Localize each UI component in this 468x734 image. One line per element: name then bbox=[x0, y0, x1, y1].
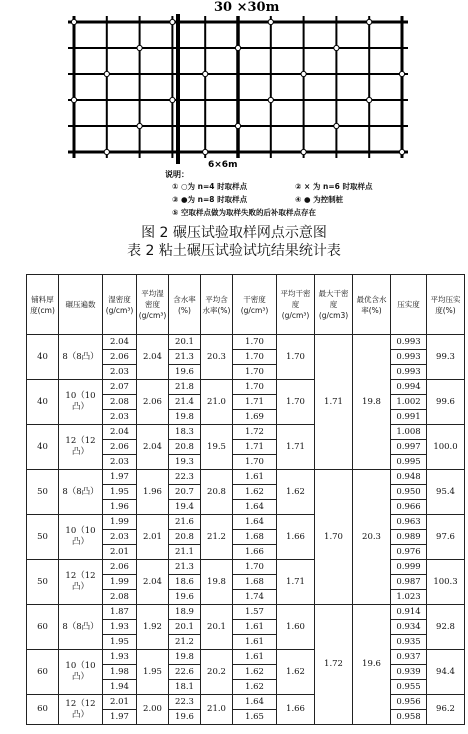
avg-dry-density-cell: 1.71 bbox=[277, 425, 315, 470]
avg-wet-density-cell: 1.92 bbox=[137, 605, 169, 650]
passes-cell: 8（8凸） bbox=[59, 605, 103, 650]
sample-point-marker bbox=[367, 97, 372, 102]
dry-density-cell: 1.71 bbox=[233, 395, 277, 410]
avg-water-content-cell: 20.3 bbox=[201, 335, 233, 380]
dry-density-cell: 1.61 bbox=[233, 470, 277, 485]
dry-density-cell: 1.61 bbox=[233, 620, 277, 635]
dry-density-cell: 1.74 bbox=[233, 590, 277, 605]
wet-density-cell: 2.04 bbox=[103, 425, 137, 440]
table-row bbox=[27, 695, 465, 710]
avg-water-content-cell: 19.8 bbox=[201, 560, 233, 605]
compaction-cell: 0.989 bbox=[391, 530, 427, 545]
avg-compaction-cell: 99.3 bbox=[427, 335, 465, 380]
sample-point-marker bbox=[301, 71, 306, 76]
water-content-cell: 20.8 bbox=[169, 440, 201, 455]
avg-wet-density-cell: 2.04 bbox=[137, 425, 169, 470]
column-header: 含水率(%) bbox=[169, 275, 201, 335]
compaction-cell: 0.948 bbox=[391, 470, 427, 485]
legend-title: 说明： bbox=[165, 170, 189, 179]
sample-point-marker bbox=[71, 97, 76, 102]
sample-point-marker bbox=[235, 123, 240, 128]
avg-dry-density-cell: 1.70 bbox=[277, 335, 315, 380]
passes-cell: 12（12凸） bbox=[59, 560, 103, 605]
sample-point-marker bbox=[367, 19, 372, 24]
thickness-cell: 60 bbox=[27, 650, 59, 695]
sample-point-marker bbox=[235, 45, 240, 50]
wet-density-cell: 2.04 bbox=[103, 335, 137, 350]
column-header: 干密度(g/cm³) bbox=[233, 275, 277, 335]
avg-dry-density-cell: 1.66 bbox=[277, 515, 315, 560]
wet-density-cell: 1.95 bbox=[103, 485, 137, 500]
sample-point-marker bbox=[170, 97, 175, 102]
compaction-cell: 0.963 bbox=[391, 515, 427, 530]
water-content-cell: 21.6 bbox=[169, 515, 201, 530]
column-header: 平均压实度(%) bbox=[427, 275, 465, 335]
avg-compaction-cell: 100.0 bbox=[427, 425, 465, 470]
water-content-cell: 20.7 bbox=[169, 485, 201, 500]
avg-wet-density-cell: 2.01 bbox=[137, 515, 169, 560]
table-caption: 表 2 粘土碾压试验试坑结果统计表 bbox=[127, 243, 341, 259]
avg-dry-density-cell: 1.70 bbox=[277, 380, 315, 425]
sample-point-marker bbox=[301, 149, 306, 154]
sample-point-marker bbox=[334, 45, 339, 50]
passes-cell: 10（10凸） bbox=[59, 650, 103, 695]
column-header: 铺料厚度(cm) bbox=[27, 275, 59, 335]
max-dry-density-cell: 1.72 bbox=[315, 605, 353, 725]
wet-density-cell: 1.97 bbox=[103, 470, 137, 485]
wet-density-cell: 1.99 bbox=[103, 515, 137, 530]
sample-point-marker bbox=[104, 149, 109, 154]
avg-water-content-cell: 19.5 bbox=[201, 425, 233, 470]
compaction-cell: 0.991 bbox=[391, 410, 427, 425]
dry-density-cell: 1.64 bbox=[233, 500, 277, 515]
dry-density-cell: 1.70 bbox=[233, 335, 277, 350]
sample-point-marker bbox=[137, 45, 142, 50]
dry-density-cell: 1.70 bbox=[233, 455, 277, 470]
legend-item-3: ③ ●为 n=8 时取样点 bbox=[172, 195, 248, 204]
compaction-cell: 0.935 bbox=[391, 635, 427, 650]
water-content-cell: 22.6 bbox=[169, 665, 201, 680]
avg-dry-density-cell: 1.62 bbox=[277, 470, 315, 515]
compaction-cell: 1.008 bbox=[391, 425, 427, 440]
dry-density-cell: 1.65 bbox=[233, 710, 277, 725]
avg-wet-density-cell: 1.96 bbox=[137, 470, 169, 515]
avg-wet-density-cell: 2.04 bbox=[137, 560, 169, 605]
compaction-cell: 1.023 bbox=[391, 590, 427, 605]
compaction-cell: 0.999 bbox=[391, 560, 427, 575]
dry-density-cell: 1.66 bbox=[233, 545, 277, 560]
compaction-cell: 0.993 bbox=[391, 350, 427, 365]
compaction-cell: 0.987 bbox=[391, 575, 427, 590]
optimum-water-cell: 19.8 bbox=[353, 335, 391, 470]
thickness-cell: 50 bbox=[27, 560, 59, 605]
compaction-cell: 0.950 bbox=[391, 485, 427, 500]
column-header: 压实度 bbox=[391, 275, 427, 335]
thickness-cell: 60 bbox=[27, 605, 59, 650]
compaction-cell: 0.937 bbox=[391, 650, 427, 665]
dry-density-cell: 1.61 bbox=[233, 650, 277, 665]
column-header: 湿密度(g/cm³) bbox=[103, 275, 137, 335]
thickness-cell: 40 bbox=[27, 335, 59, 380]
wet-density-cell: 2.06 bbox=[103, 560, 137, 575]
water-content-cell: 19.6 bbox=[169, 590, 201, 605]
wet-density-cell: 1.95 bbox=[103, 635, 137, 650]
water-content-cell: 18.1 bbox=[169, 680, 201, 695]
wet-density-cell: 2.03 bbox=[103, 455, 137, 470]
avg-water-content-cell: 20.1 bbox=[201, 605, 233, 650]
passes-cell: 10（10凸） bbox=[59, 515, 103, 560]
dry-density-cell: 1.61 bbox=[233, 635, 277, 650]
table-row bbox=[27, 470, 465, 485]
avg-compaction-cell: 97.6 bbox=[427, 515, 465, 560]
wet-density-cell: 2.03 bbox=[103, 530, 137, 545]
compaction-cell: 0.976 bbox=[391, 545, 427, 560]
dry-density-cell: 1.62 bbox=[233, 485, 277, 500]
table-header-row bbox=[27, 275, 465, 335]
compaction-cell: 0.934 bbox=[391, 620, 427, 635]
table-row bbox=[27, 425, 465, 440]
water-content-cell: 20.1 bbox=[169, 335, 201, 350]
column-header: 最大干密度(g/cm3) bbox=[315, 275, 353, 335]
legend-item-2: ② × 为 n=6 时取样点 bbox=[295, 182, 373, 191]
avg-compaction-cell: 92.8 bbox=[427, 605, 465, 650]
water-content-cell: 21.4 bbox=[169, 395, 201, 410]
column-header: 平均干密度(g/cm³) bbox=[277, 275, 315, 335]
avg-dry-density-cell: 1.62 bbox=[277, 650, 315, 695]
water-content-cell: 18.3 bbox=[169, 425, 201, 440]
avg-water-content-cell: 20.2 bbox=[201, 650, 233, 695]
figure-caption: 图 2 碾压试验取样网点示意图 bbox=[141, 225, 327, 241]
wet-density-cell: 2.06 bbox=[103, 350, 137, 365]
avg-dry-density-cell: 1.60 bbox=[277, 605, 315, 650]
column-header: 最优含水率(%) bbox=[353, 275, 391, 335]
compaction-cell: 0.995 bbox=[391, 455, 427, 470]
water-content-cell: 19.8 bbox=[169, 650, 201, 665]
water-content-cell: 20.8 bbox=[169, 530, 201, 545]
dry-density-cell: 1.64 bbox=[233, 695, 277, 710]
wet-density-cell: 1.94 bbox=[103, 680, 137, 695]
thickness-cell: 50 bbox=[27, 515, 59, 560]
column-header: 平均湿密度(g/cm³) bbox=[137, 275, 169, 335]
dry-density-cell: 1.70 bbox=[233, 350, 277, 365]
sample-point-marker bbox=[170, 19, 175, 24]
water-content-cell: 21.3 bbox=[169, 560, 201, 575]
wet-density-cell: 2.03 bbox=[103, 365, 137, 380]
avg-wet-density-cell: 2.00 bbox=[137, 695, 169, 725]
compaction-cell: 0.997 bbox=[391, 440, 427, 455]
compaction-cell: 0.914 bbox=[391, 605, 427, 620]
dry-density-cell: 1.62 bbox=[233, 680, 277, 695]
water-content-cell: 21.8 bbox=[169, 380, 201, 395]
water-content-cell: 22.3 bbox=[169, 470, 201, 485]
compaction-cell: 1.002 bbox=[391, 395, 427, 410]
avg-water-content-cell: 21.0 bbox=[201, 380, 233, 425]
wet-density-cell: 1.93 bbox=[103, 650, 137, 665]
water-content-cell: 19.3 bbox=[169, 455, 201, 470]
water-content-cell: 21.1 bbox=[169, 545, 201, 560]
water-content-cell: 18.6 bbox=[169, 575, 201, 590]
compaction-cell: 0.955 bbox=[391, 680, 427, 695]
sample-point-marker bbox=[399, 71, 404, 76]
wet-density-cell: 1.96 bbox=[103, 500, 137, 515]
wet-density-cell: 2.01 bbox=[103, 695, 137, 710]
avg-wet-density-cell: 2.04 bbox=[137, 335, 169, 380]
wet-density-cell: 1.97 bbox=[103, 710, 137, 725]
avg-compaction-cell: 95.4 bbox=[427, 470, 465, 515]
compaction-cell: 0.939 bbox=[391, 665, 427, 680]
wet-density-cell: 2.07 bbox=[103, 380, 137, 395]
water-content-cell: 19.6 bbox=[169, 710, 201, 725]
thickness-cell: 40 bbox=[27, 425, 59, 470]
avg-compaction-cell: 100.3 bbox=[427, 560, 465, 605]
sample-point-marker bbox=[268, 97, 273, 102]
grid-size-label: 30 ×30m bbox=[214, 0, 280, 15]
table-row bbox=[27, 335, 465, 350]
water-content-cell: 21.3 bbox=[169, 350, 201, 365]
water-content-cell: 18.9 bbox=[169, 605, 201, 620]
legend-item-4: ④ ● 为控制桩 bbox=[295, 195, 344, 204]
passes-cell: 12（12凸） bbox=[59, 425, 103, 470]
dry-density-cell: 1.68 bbox=[233, 575, 277, 590]
dry-density-cell: 1.72 bbox=[233, 425, 277, 440]
results-table-container bbox=[26, 274, 464, 725]
avg-compaction-cell: 94.4 bbox=[427, 650, 465, 695]
avg-wet-density-cell: 1.95 bbox=[137, 650, 169, 695]
compaction-cell: 0.993 bbox=[391, 365, 427, 380]
wet-density-cell: 1.93 bbox=[103, 620, 137, 635]
wet-density-cell: 1.87 bbox=[103, 605, 137, 620]
sampling-grid-diagram bbox=[60, 0, 420, 170]
avg-compaction-cell: 99.6 bbox=[427, 380, 465, 425]
avg-dry-density-cell: 1.66 bbox=[277, 695, 315, 725]
results-table bbox=[26, 274, 465, 725]
table-row bbox=[27, 650, 465, 665]
table-row bbox=[27, 515, 465, 530]
column-header: 碾压遍数 bbox=[59, 275, 103, 335]
compaction-cell: 0.958 bbox=[391, 710, 427, 725]
compaction-cell: 0.966 bbox=[391, 500, 427, 515]
legend-item-1: ① ○为 n=4 时取样点 bbox=[172, 182, 248, 191]
dry-density-cell: 1.62 bbox=[233, 665, 277, 680]
max-dry-density-cell: 1.71 bbox=[315, 335, 353, 470]
optimum-water-cell: 20.3 bbox=[353, 470, 391, 605]
table-row bbox=[27, 380, 465, 395]
avg-water-content-cell: 21.0 bbox=[201, 695, 233, 725]
avg-water-content-cell: 21.2 bbox=[201, 515, 233, 560]
dry-density-cell: 1.70 bbox=[233, 560, 277, 575]
dry-density-cell: 1.57 bbox=[233, 605, 277, 620]
cell-size-label: 6×6m bbox=[208, 160, 238, 170]
avg-wet-density-cell: 2.06 bbox=[137, 380, 169, 425]
dry-density-cell: 1.69 bbox=[233, 410, 277, 425]
legend-item-5: ⑤ 空取样点做为取样失败的后补取样点存在 bbox=[172, 208, 316, 217]
sample-point-marker bbox=[268, 19, 273, 24]
sample-point-marker bbox=[399, 149, 404, 154]
optimum-water-cell: 19.6 bbox=[353, 605, 391, 725]
wet-density-cell: 1.98 bbox=[103, 665, 137, 680]
wet-density-cell: 1.99 bbox=[103, 575, 137, 590]
thickness-cell: 40 bbox=[27, 380, 59, 425]
max-dry-density-cell: 1.70 bbox=[315, 470, 353, 605]
table-row bbox=[27, 560, 465, 575]
water-content-cell: 20.1 bbox=[169, 620, 201, 635]
avg-water-content-cell: 20.8 bbox=[201, 470, 233, 515]
passes-cell: 12（12凸） bbox=[59, 695, 103, 725]
dry-density-cell: 1.68 bbox=[233, 530, 277, 545]
avg-compaction-cell: 96.2 bbox=[427, 695, 465, 725]
table-row bbox=[27, 605, 465, 620]
thickness-cell: 50 bbox=[27, 470, 59, 515]
dry-density-cell: 1.70 bbox=[233, 365, 277, 380]
passes-cell: 8（8凸） bbox=[59, 335, 103, 380]
dry-density-cell: 1.64 bbox=[233, 515, 277, 530]
column-header: 平均含水率(%) bbox=[201, 275, 233, 335]
sample-point-marker bbox=[203, 71, 208, 76]
sample-point-marker bbox=[334, 123, 339, 128]
wet-density-cell: 2.06 bbox=[103, 440, 137, 455]
sample-point-marker bbox=[71, 19, 76, 24]
wet-density-cell: 2.01 bbox=[103, 545, 137, 560]
compaction-cell: 0.994 bbox=[391, 380, 427, 395]
passes-cell: 8（8凸） bbox=[59, 470, 103, 515]
thickness-cell: 60 bbox=[27, 695, 59, 725]
wet-density-cell: 2.03 bbox=[103, 410, 137, 425]
water-content-cell: 21.2 bbox=[169, 635, 201, 650]
avg-dry-density-cell: 1.71 bbox=[277, 560, 315, 605]
compaction-cell: 0.956 bbox=[391, 695, 427, 710]
water-content-cell: 22.3 bbox=[169, 695, 201, 710]
sampling-grid-figure bbox=[60, 0, 420, 222]
dry-density-cell: 1.71 bbox=[233, 440, 277, 455]
dry-density-cell: 1.70 bbox=[233, 380, 277, 395]
water-content-cell: 19.6 bbox=[169, 365, 201, 380]
wet-density-cell: 2.08 bbox=[103, 590, 137, 605]
water-content-cell: 19.4 bbox=[169, 500, 201, 515]
water-content-cell: 19.8 bbox=[169, 410, 201, 425]
compaction-cell: 0.993 bbox=[391, 335, 427, 350]
sample-point-marker bbox=[104, 71, 109, 76]
sample-point-marker bbox=[203, 149, 208, 154]
passes-cell: 10（10凸） bbox=[59, 380, 103, 425]
sample-point-marker bbox=[137, 123, 142, 128]
wet-density-cell: 2.08 bbox=[103, 395, 137, 410]
